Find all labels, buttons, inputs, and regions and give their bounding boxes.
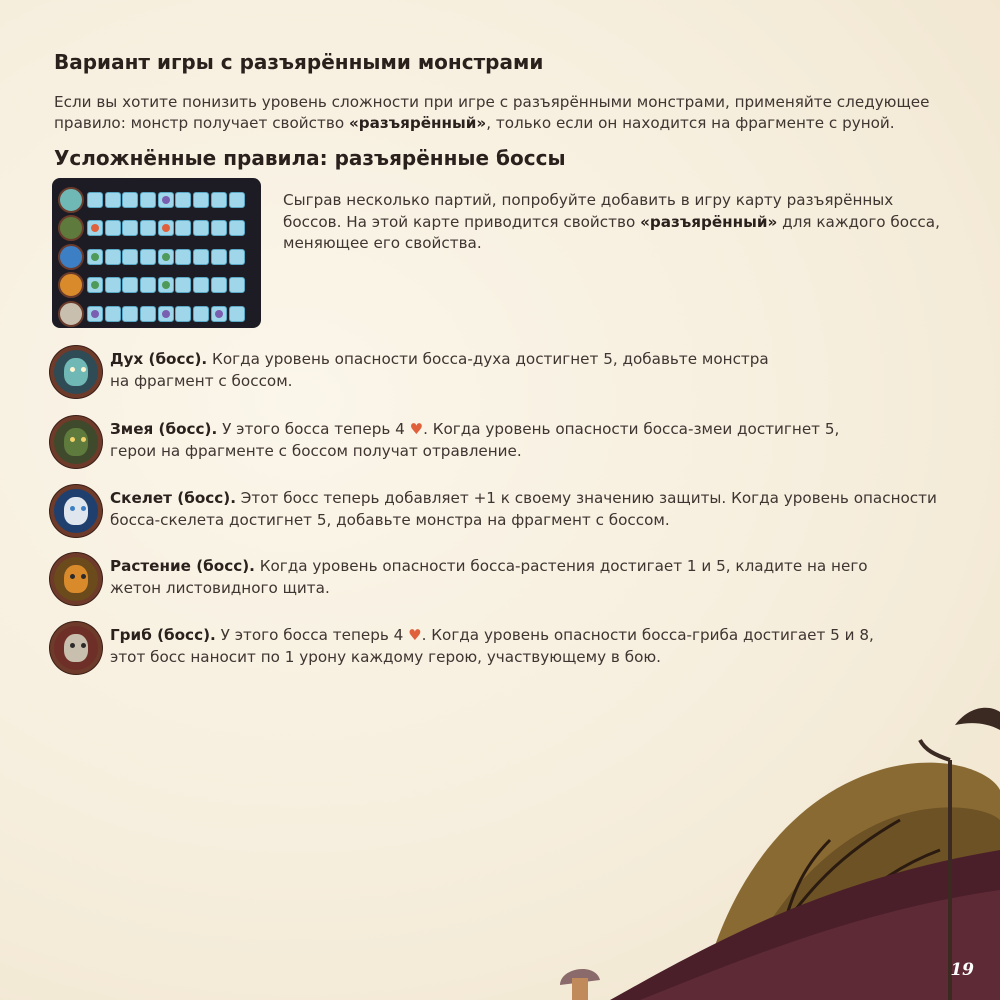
boss-text-spirit: Дух (босс). Когда уровень опасности босса-духа достигнет 5, добавьте монстра на фрагмент с боссом. [110, 350, 769, 390]
boss-text-mushroom: Гриб (босс). У этого босса теперь 4 ♥. Когда уровень опасности босса-гриба достигает 5 и 8, этот босс наносит по 1 урону каждому герою, участвующему в бою. [110, 626, 874, 666]
angry-keyword-2: «разъярённый» [640, 212, 778, 231]
section-title-angry-bosses: Усложнённые правила: разъярённые боссы [54, 146, 566, 170]
angry-keyword: «разъярённый» [348, 114, 487, 132]
section-title-angry-monsters: Вариант игры с разъярёнными монстрами [54, 50, 544, 74]
boss-text-plant: Растение (босс). Когда уровень опасности босса-растения достигает 1 и 5, кладите на него жетон листовидного щита. [110, 557, 868, 597]
page-number: 19 [950, 960, 974, 980]
heart-icon: ♥ [408, 626, 422, 644]
heart-icon: ♥ [409, 420, 424, 438]
angry-monsters-rule-text: Если вы хотите понизить уровень сложности при игре с разъярёнными монстрами, применяйте следующее правило: монстр получает свойство «разъярённый», только если он находится на фрагменте с руной. [54, 93, 930, 132]
angry-bosses-intro-text: Сыграв несколько партий, попробуйте добавить в игру карту разъярённых боссов. На этой карте приводится свойство «разъярённый» для каждого босса, меняющее его свойства. [283, 191, 940, 252]
boss-text-skeleton: Скелет (босс). Этот босс теперь добавляет +1 к своему значению защиты. Когда уровень опасности босса-скелета достигнет 5, добавьте монстра на фрагмент с боссом. [110, 489, 937, 529]
boss-text-snake: Змея (босс). У этого босса теперь 4 ♥. Когда уровень опасности босса-змеи достигнет 5, герои на фрагменте с боссом получат отравление. [110, 420, 840, 460]
